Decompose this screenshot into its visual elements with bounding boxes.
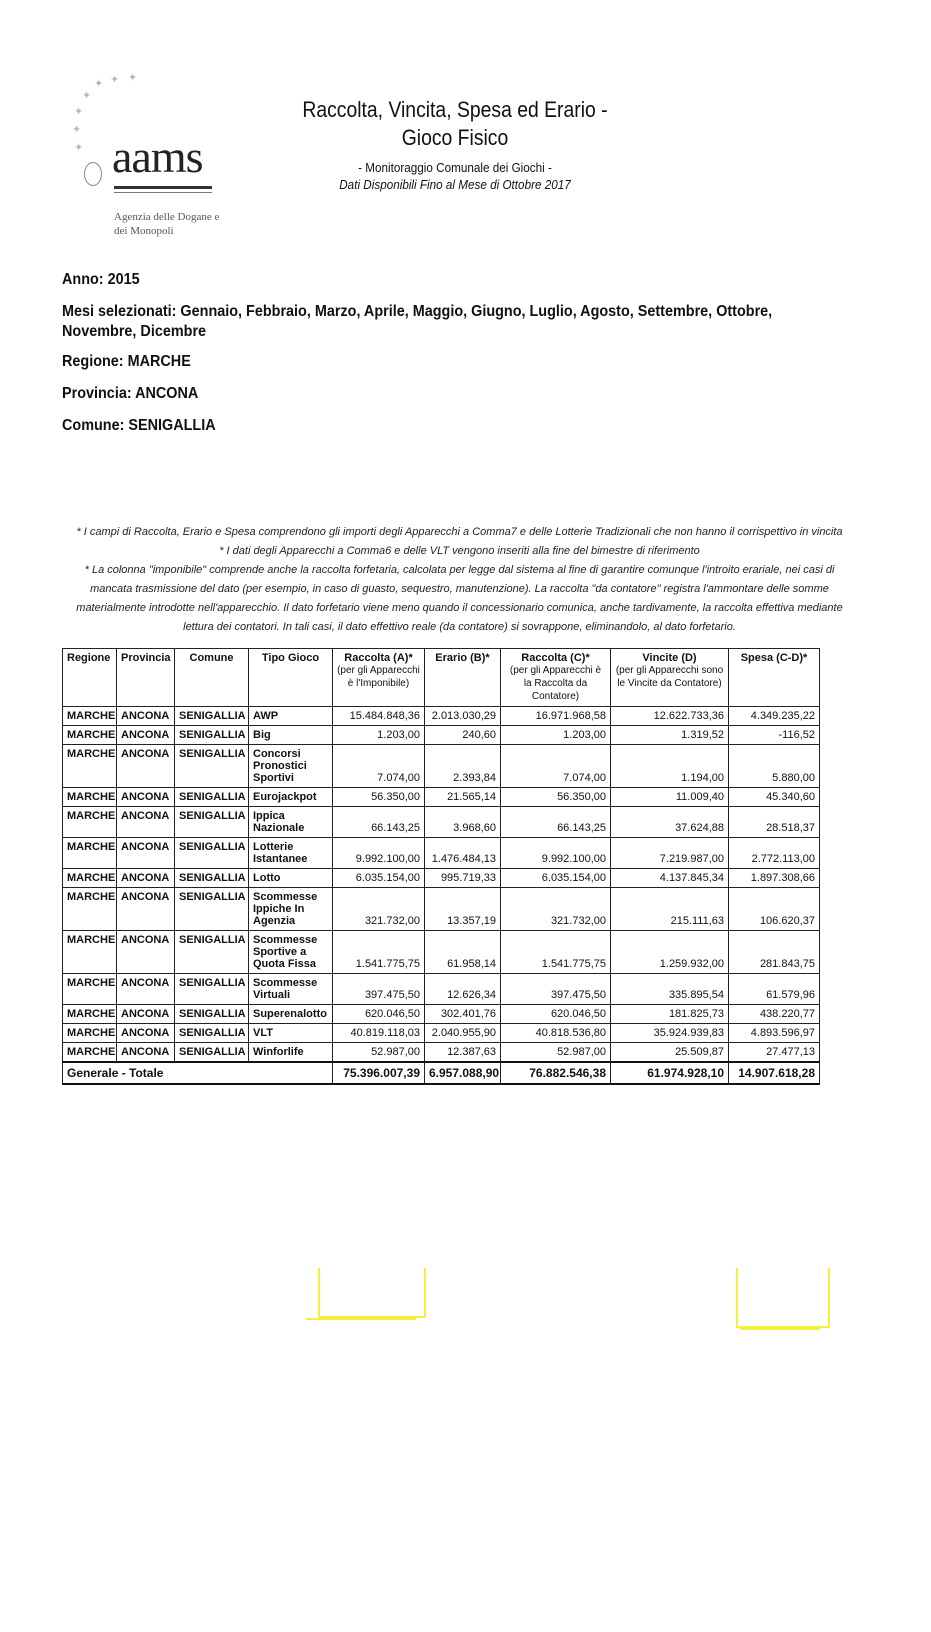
cell-raccolta-a: 40.819.118,03	[333, 1024, 425, 1043]
cell-regione: MARCHE	[63, 838, 117, 869]
cell-regione: MARCHE	[63, 1024, 117, 1043]
total-raccolta-c: 76.882.546,38	[501, 1062, 611, 1084]
cell-spesa: 1.897.308,66	[729, 869, 820, 888]
cell-comune: SENIGALLIA	[175, 931, 249, 974]
cell-tipo: Lotterie Istantanee	[249, 838, 333, 869]
footnotes	[62, 523, 857, 637]
regione-label: Regione: MARCHE	[62, 353, 191, 370]
cell-comune: SENIGALLIA	[175, 1024, 249, 1043]
col-header-raccolta-a	[333, 649, 425, 707]
cell-tipo: VLT	[249, 1024, 333, 1043]
cell-vincite: 12.622.733,36	[611, 707, 729, 726]
cell-tipo: AWP	[249, 707, 333, 726]
cell-spesa: 106.620,37	[729, 888, 820, 931]
cell-vincite: 7.219.987,00	[611, 838, 729, 869]
cell-provincia: ANCONA	[117, 788, 175, 807]
cell-raccolta-a: 397.475,50	[333, 974, 425, 1005]
cell-vincite: 1.319,52	[611, 726, 729, 745]
anno-label: Anno: 2015	[62, 271, 140, 288]
table-row	[63, 745, 820, 788]
total-erario: 6.957.088,90	[425, 1062, 501, 1084]
cell-erario: 12.626,34	[425, 974, 501, 1005]
cell-vincite: 37.624,88	[611, 807, 729, 838]
cell-provincia: ANCONA	[117, 807, 175, 838]
cell-erario: 21.565,14	[425, 788, 501, 807]
highlight-spesa-total	[736, 1268, 830, 1328]
cell-erario: 12.387,63	[425, 1043, 501, 1063]
cell-raccolta-c: 56.350,00	[501, 788, 611, 807]
cell-tipo: Big	[249, 726, 333, 745]
table-row	[63, 1043, 820, 1063]
cell-comune: SENIGALLIA	[175, 838, 249, 869]
cell-raccolta-c: 66.143,25	[501, 807, 611, 838]
logo-rule-thin	[114, 192, 212, 193]
cell-spesa: 28.518,37	[729, 807, 820, 838]
col-header-raccolta-c	[501, 649, 611, 707]
col-header-vincite	[611, 649, 729, 707]
cell-raccolta-a: 9.992.100,00	[333, 838, 425, 869]
cell-raccolta-c: 397.475,50	[501, 974, 611, 1005]
cell-provincia: ANCONA	[117, 1024, 175, 1043]
cell-vincite: 1.194,00	[611, 745, 729, 788]
cell-raccolta-c: 1.541.775,75	[501, 931, 611, 974]
cell-raccolta-c: 9.992.100,00	[501, 838, 611, 869]
cell-spesa: 45.340,60	[729, 788, 820, 807]
table-row	[63, 788, 820, 807]
provincia-label: Provincia: ANCONA	[62, 385, 199, 402]
table-row	[63, 1024, 820, 1043]
table-total-row	[63, 1062, 820, 1084]
cell-raccolta-a: 6.035.154,00	[333, 869, 425, 888]
aams-logo: ✦ ✦ ✦ ✦ ✦ ✦ ✦ aams Agenzia delle Dogane e dei Monopoli	[70, 70, 230, 245]
cell-regione: MARCHE	[63, 869, 117, 888]
cell-comune: SENIGALLIA	[175, 788, 249, 807]
cell-comune: SENIGALLIA	[175, 888, 249, 931]
cell-spesa: 438.220,77	[729, 1005, 820, 1024]
mesi-label: Mesi selezionati: Gennaio, Febbraio, Marzo, Aprile, Maggio, Giugno, Luglio, Agosto, Settembre, Ottobre, Novembre, Dicembre	[62, 303, 773, 340]
cell-raccolta-a: 1.541.775,75	[333, 931, 425, 974]
cell-provincia: ANCONA	[117, 888, 175, 931]
document-header	[260, 96, 650, 192]
table-row	[63, 974, 820, 1005]
cell-spesa: 61.579,96	[729, 974, 820, 1005]
cell-regione: MARCHE	[63, 931, 117, 974]
cell-provincia: ANCONA	[117, 869, 175, 888]
col-header-spesa: Spesa (C-D)*	[729, 649, 820, 707]
highlight-raccolta-total	[318, 1268, 426, 1318]
cell-provincia: ANCONA	[117, 1005, 175, 1024]
cell-regione: MARCHE	[63, 707, 117, 726]
title-line-1: Raccolta, Vincita, Spesa ed Erario -	[302, 97, 608, 122]
logo-rule	[114, 186, 212, 189]
cell-raccolta-c: 1.203,00	[501, 726, 611, 745]
cell-raccolta-a: 52.987,00	[333, 1043, 425, 1063]
cell-tipo: Lotto	[249, 869, 333, 888]
cell-spesa: 2.772.113,00	[729, 838, 820, 869]
cell-erario: 995.719,33	[425, 869, 501, 888]
footnote-3: * La colonna "imponibile" comprende anche la raccolta forfetaria, calcolata per legge dal sistema al fine di garantire comunque l'introito erariale, nei casi di mancata trasmissione del dato (per esempio, in caso di guasto, sequestro, manutenzione). La raccolta "da contatore" registra l'ammontare delle somme materialmente introdotte nell'apparecchio. Il dato forfetario viene meno quando il concessionario comunica, anche tardivamente, la raccolta effettiva mediante lettura dei contatori. In tali casi, il dato effettivo reale (da contatore) si sovrappone, eliminandolo, al dato forfetario.	[76, 564, 843, 633]
cell-spesa: -116,52	[729, 726, 820, 745]
col-header-erario: Erario (B)*	[425, 649, 501, 707]
cell-comune: SENIGALLIA	[175, 707, 249, 726]
filter-info	[62, 270, 882, 448]
col-header-provincia: Provincia	[117, 649, 175, 707]
cell-raccolta-a: 66.143,25	[333, 807, 425, 838]
cell-spesa: 281.843,75	[729, 931, 820, 974]
cell-vincite: 215.111,63	[611, 888, 729, 931]
cell-spesa: 4.349.235,22	[729, 707, 820, 726]
cell-regione: MARCHE	[63, 1005, 117, 1024]
cell-raccolta-a: 321.732,00	[333, 888, 425, 931]
col-header-comune: Comune	[175, 649, 249, 707]
cell-tipo: Concorsi Pronostici Sportivi	[249, 745, 333, 788]
col-header-vincite-sub: (per gli Apparecchi sono le Vincite da Contatore)	[615, 665, 724, 689]
cell-vincite: 35.924.939,83	[611, 1024, 729, 1043]
title-line-2: Gioco Fisico	[401, 125, 509, 150]
cell-comune: SENIGALLIA	[175, 807, 249, 838]
cell-spesa: 5.880,00	[729, 745, 820, 788]
table-row	[63, 931, 820, 974]
cell-spesa: 27.477,13	[729, 1043, 820, 1063]
cell-vincite: 25.509,87	[611, 1043, 729, 1063]
cell-vincite: 11.009,40	[611, 788, 729, 807]
cell-vincite: 1.259.932,00	[611, 931, 729, 974]
col-header-raccolta-a-label: Raccolta (A)*	[344, 652, 413, 664]
table-row	[63, 1005, 820, 1024]
table-row	[63, 888, 820, 931]
cell-regione: MARCHE	[63, 726, 117, 745]
cell-tipo: Scommesse Sportive a Quota Fissa	[249, 931, 333, 974]
table-header-row	[63, 649, 820, 707]
cell-tipo: Winforlife	[249, 1043, 333, 1063]
cell-erario: 13.357,19	[425, 888, 501, 931]
gaming-data-table	[62, 648, 820, 1085]
cell-comune: SENIGALLIA	[175, 726, 249, 745]
cell-erario: 302.401,76	[425, 1005, 501, 1024]
cell-provincia: ANCONA	[117, 726, 175, 745]
cell-raccolta-a: 15.484.848,36	[333, 707, 425, 726]
cell-tipo: Superenalotto	[249, 1005, 333, 1024]
table-row	[63, 838, 820, 869]
cell-spesa: 4.893.596,97	[729, 1024, 820, 1043]
col-header-tipo-gioco: Tipo Gioco	[249, 649, 333, 707]
cell-erario: 3.968,60	[425, 807, 501, 838]
cell-erario: 2.013.030,29	[425, 707, 501, 726]
cell-vincite: 181.825,73	[611, 1005, 729, 1024]
logo-name: aams	[112, 131, 203, 182]
cell-erario: 240,60	[425, 726, 501, 745]
footnote-1: * I campi di Raccolta, Erario e Spesa comprendono gli importi degli Apparecchi a Comma7 e delle Lotterie Tradizionali che non hanno il corrispettivo in vincita	[76, 526, 843, 538]
cell-provincia: ANCONA	[117, 707, 175, 726]
cell-tipo: Scommesse Ippiche In Agenzia	[249, 888, 333, 931]
comune-label: Comune: SENIGALLIA	[62, 417, 216, 434]
total-vincite: 61.974.928,10	[611, 1062, 729, 1084]
dati-disponibili-note: Dati Disponibili Fino al Mese di Ottobre 2017	[339, 177, 571, 192]
cell-raccolta-c: 321.732,00	[501, 888, 611, 931]
col-header-raccolta-c-sub: (per gli Apparecchi è la Raccolta da Contatore)	[509, 665, 602, 702]
cell-comune: SENIGALLIA	[175, 974, 249, 1005]
cell-raccolta-a: 56.350,00	[333, 788, 425, 807]
cell-regione: MARCHE	[63, 974, 117, 1005]
table-row	[63, 726, 820, 745]
total-label: Generale - Totale	[63, 1062, 333, 1084]
table-row	[63, 707, 820, 726]
cell-regione: MARCHE	[63, 888, 117, 931]
col-header-regione: Regione	[63, 649, 117, 707]
cell-erario: 1.476.484,13	[425, 838, 501, 869]
cell-raccolta-c: 620.046,50	[501, 1005, 611, 1024]
cell-raccolta-a: 1.203,00	[333, 726, 425, 745]
cell-raccolta-c: 52.987,00	[501, 1043, 611, 1063]
cell-comune: SENIGALLIA	[175, 745, 249, 788]
col-header-raccolta-c-label: Raccolta (C)*	[521, 652, 590, 664]
monitoraggio-subtitle: - Monitoraggio Comunale dei Giochi -	[358, 160, 552, 175]
cell-raccolta-c: 40.818.536,80	[501, 1024, 611, 1043]
cell-provincia: ANCONA	[117, 931, 175, 974]
cell-raccolta-c: 7.074,00	[501, 745, 611, 788]
cell-raccolta-c: 16.971.968,58	[501, 707, 611, 726]
col-header-vincite-label: Vincite (D)	[642, 652, 697, 664]
cell-erario: 61.958,14	[425, 931, 501, 974]
cell-raccolta-a: 620.046,50	[333, 1005, 425, 1024]
logo-seal-icon	[84, 162, 102, 186]
highlight-underline-left	[306, 1318, 416, 1320]
cell-provincia: ANCONA	[117, 1043, 175, 1063]
cell-comune: SENIGALLIA	[175, 1005, 249, 1024]
cell-erario: 2.040.955,90	[425, 1024, 501, 1043]
table-body	[63, 707, 820, 1063]
highlight-underline-right	[740, 1328, 820, 1330]
table-row	[63, 869, 820, 888]
cell-regione: MARCHE	[63, 788, 117, 807]
cell-erario: 2.393,84	[425, 745, 501, 788]
cell-provincia: ANCONA	[117, 745, 175, 788]
cell-raccolta-c: 6.035.154,00	[501, 869, 611, 888]
cell-provincia: ANCONA	[117, 838, 175, 869]
total-spesa: 14.907.618,28	[729, 1062, 820, 1084]
cell-vincite: 335.895,54	[611, 974, 729, 1005]
cell-tipo: Ippica Nazionale	[249, 807, 333, 838]
cell-comune: SENIGALLIA	[175, 1043, 249, 1063]
cell-regione: MARCHE	[63, 807, 117, 838]
col-header-raccolta-a-sub: (per gli Apparecchi è l'Imponibile)	[337, 665, 420, 689]
logo-subtitle: Agenzia delle Dogane e dei Monopoli	[114, 211, 220, 237]
table-row	[63, 807, 820, 838]
total-raccolta-a: 75.396.007,39	[333, 1062, 425, 1084]
cell-comune: SENIGALLIA	[175, 869, 249, 888]
cell-regione: MARCHE	[63, 745, 117, 788]
cell-regione: MARCHE	[63, 1043, 117, 1063]
cell-tipo: Scommesse Virtuali	[249, 974, 333, 1005]
cell-provincia: ANCONA	[117, 974, 175, 1005]
footnote-2: * I dati degli Apparecchi a Comma6 e delle VLT vengono inseriti alla fine del bimestre di riferimento	[219, 545, 700, 557]
cell-vincite: 4.137.845,34	[611, 869, 729, 888]
cell-tipo: Eurojackpot	[249, 788, 333, 807]
cell-raccolta-a: 7.074,00	[333, 745, 425, 788]
